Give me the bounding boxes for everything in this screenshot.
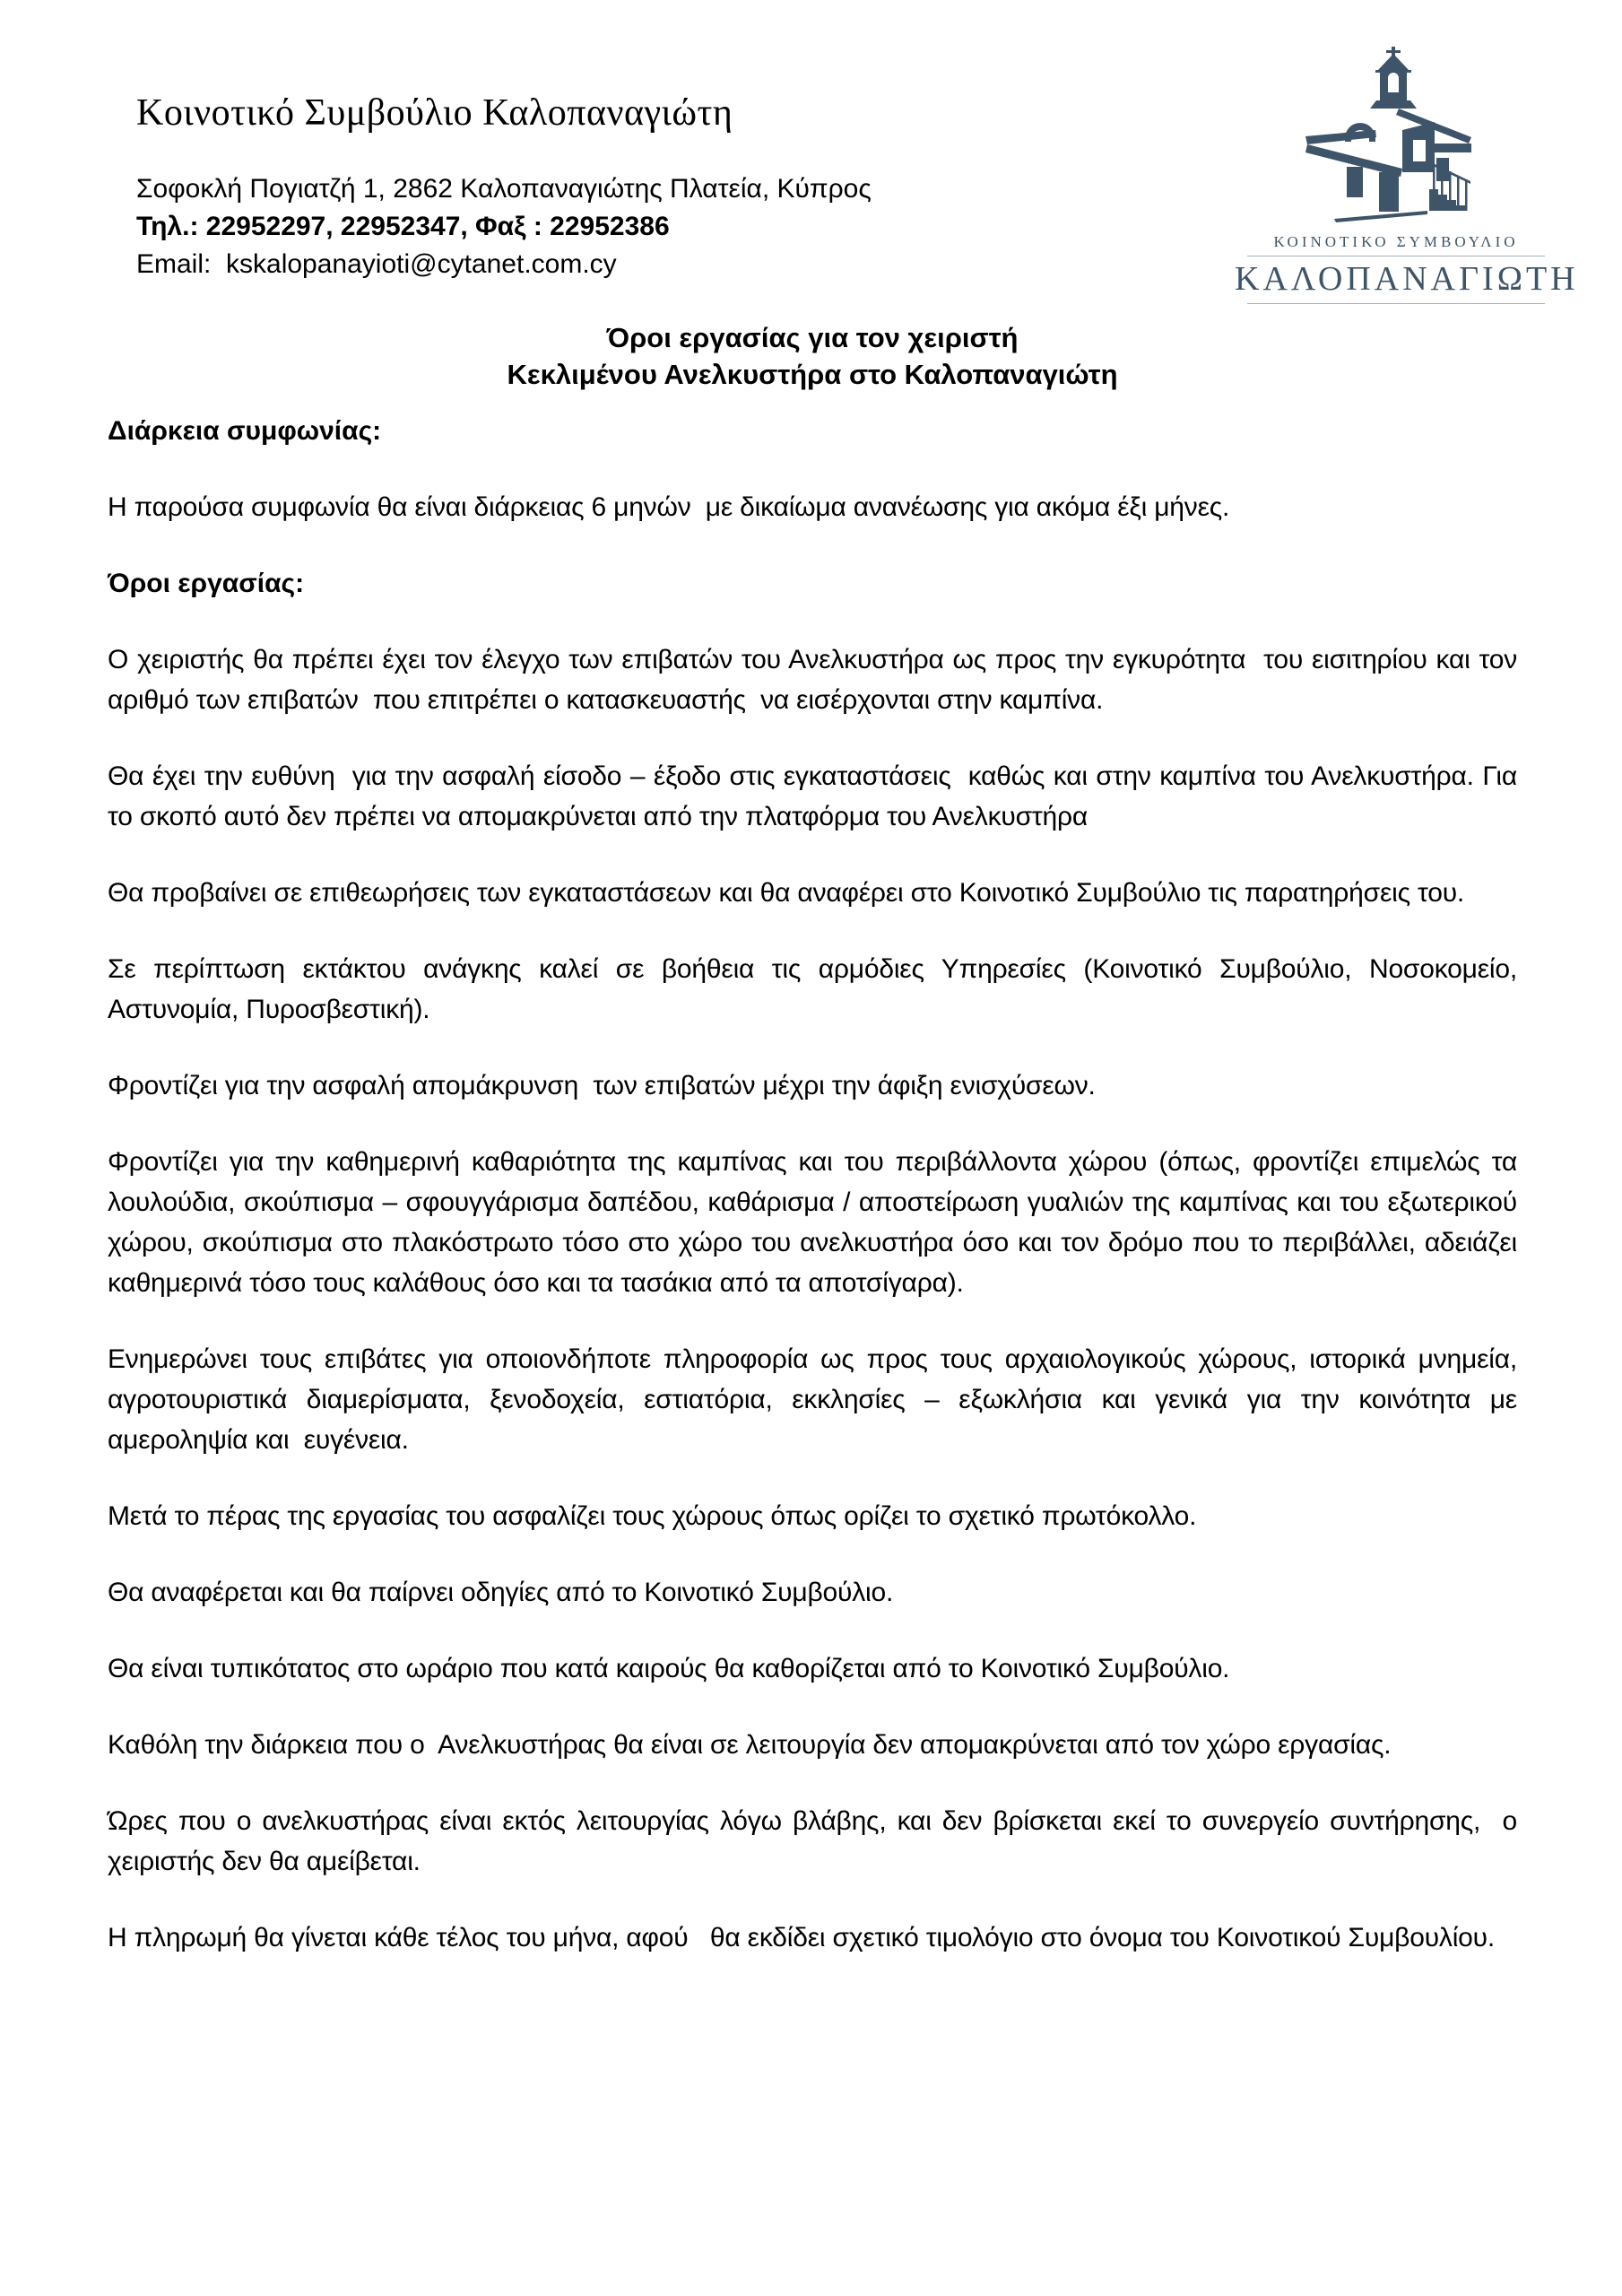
paragraph: Καθόλη την διάρκεια που ο Ανελκυστήρας θα είναι σε λειτουργία δεν απομακρύνεται από τον χώρο εργασίας. bbox=[108, 1730, 1392, 1760]
paragraph: Θα προβαίνει σε επιθεωρήσεις των εγκαταστάσεων και θα αναφέρει στο Κοινοτικό Συμβούλιο τις παρατηρήσεις του. bbox=[108, 878, 1465, 908]
paragraph: Ενημερώνει τους επιβάτες για οποιονδήποτε πληροφορία ως προς τους αρχαιολογικούς χώρους, ιστορικά μνημεία, αγροτουριστικά διαμερίσματα, ξενοδοχεία, εστιατόρια, εκκλησίες – εξωκλήσια και γενικά για την κοινότητα με αμεροληψία και ευγένεια. bbox=[108, 1344, 1525, 1455]
document-title-line2: Κεκλιμένου Ανελκυστήρα στο Καλοπαναγιώτη bbox=[507, 359, 1118, 390]
paragraph: Θα αναφέρεται και θα παίρνει οδηγίες από το Κοινοτικό Συμβούλιο. bbox=[108, 1578, 894, 1607]
paragraph: Ώρες που ο ανελκυστήρας είναι εκτός λειτουργίας λόγω βλάβης, και δεν βρίσκεται εκεί το συνεργείο συντήρησης, ο χειριστής δεν θα αμείβεται. bbox=[108, 1806, 1525, 1876]
document-content bbox=[108, 319, 1525, 1994]
logo-divider bbox=[1247, 256, 1545, 257]
logo-caption-top: ΚΟΙΝΟΤΙΚΟ ΣΥΜΒΟΥΛΙΟ bbox=[1273, 233, 1519, 250]
paragraph: Η πληρωμή θα γίνεται κάθε τέλος του μήνα, αφού θα εκδίδει σχετικό τιμολόγιο στο όνομα του Κοινοτικού Συμβουλίου. bbox=[108, 1923, 1495, 1952]
paragraph: Θα είναι τυπικότατος στο ωράριο που κατά καιρούς θα καθορίζεται από το Κοινοτικό Συμβούλιο. bbox=[108, 1654, 1230, 1683]
paragraph: Θα έχει την ευθύνη για την ασφαλή είσοδο – έξοδο στις εγκαταστάσεις καθώς και στην καμπίνα του Ανελκυστήρα. Για το σκοπό αυτό δεν πρέπει να απομακρύνεται από την πλατφόρμα του Ανελκυστήρα bbox=[108, 761, 1525, 831]
logo-divider bbox=[1247, 303, 1545, 304]
paragraph: Σε περίπτωση εκτάκτου ανάγκης καλεί σε βοήθεια τις αρμόδιες Υπηρεσίες (Κοινοτικό Συμβούλιο, Νοσοκομείο, Αστυνομία, Πυροσβεστική). bbox=[108, 954, 1523, 1024]
section-heading: Όροι εργασίας: bbox=[108, 569, 305, 598]
email-line: Email: kskalopanayioti@cytanet.com.cy bbox=[136, 249, 617, 279]
document-sections bbox=[108, 411, 1525, 1958]
paragraph: Ο χειριστής θα πρέπει έχει τον έλεγχο των επιβατών του Ανελκυστήρα ως προς την εγκυρότητα του εισιτηρίου και τον αριθμό των επιβατών που επιτρέπει ο κατασκευαστής να εισέρχονται στην καμπίνα. bbox=[108, 645, 1525, 715]
paragraph: Φροντίζει για την ασφαλή απομάκρυνση των επιβατών μέχρι την άφιξη ενισχύσεων. bbox=[108, 1071, 1096, 1100]
paragraph: Φροντίζει για την καθημερινή καθαριότητα της καμπίνας και του περιβάλλοντα χώρου (όπως, φροντίζει επιμελώς τα λουλούδια, σκούπισμα – σφουγγάρισμα δαπέδου, καθάρισμα / αποστείρωση γυαλιών της καμπίνας και του εξωτερικού χώρου, σκούπισμα στο πλακόστρωτο τόσο στο χώρο του ανελκυστήρα όσο και τον δρόμο που το περιβάλλει, αδειάζει καθημερινά τόσο τους καλάθους όσο και τα τασάκια από τα αποτσίγαρα). bbox=[108, 1147, 1525, 1298]
paragraph: Μετά το πέρας της εργασίας του ασφαλίζει τους χώρους όπως ορίζει το σχετικό πρωτόκολλο. bbox=[108, 1501, 1197, 1531]
organization-name: Κοινοτικό Συμβούλιο Καλοπαναγιώτη bbox=[136, 92, 733, 134]
document-title bbox=[108, 319, 1517, 393]
document-title-line1: Όροι εργασίας για τον χειριστή bbox=[606, 322, 1019, 353]
logo-caption-bottom: ΚΑΛΟΠΑΝΑΓΙΩΤΗ bbox=[1235, 260, 1579, 298]
community-council-logo bbox=[1235, 47, 1579, 307]
phone-fax-line: Τηλ.: 22952297, 22952347, Φαξ : 22952386 bbox=[136, 212, 670, 241]
address-line: Σοφοκλή Πογιατζή 1, 2862 Καλοπαναγιώτης Πλατεία, Κύπρος bbox=[136, 174, 872, 204]
section-heading: Διάρκεια συμφωνίας: bbox=[108, 416, 382, 446]
letterhead bbox=[136, 90, 1123, 283]
paragraph: Η παρούσα συμφωνία θα είναι διάρκειας 6 μηνών με δικαίωμα ανανέωσης για ακόμα έξι μήνες. bbox=[108, 492, 1230, 522]
village-church-icon bbox=[1293, 47, 1499, 226]
